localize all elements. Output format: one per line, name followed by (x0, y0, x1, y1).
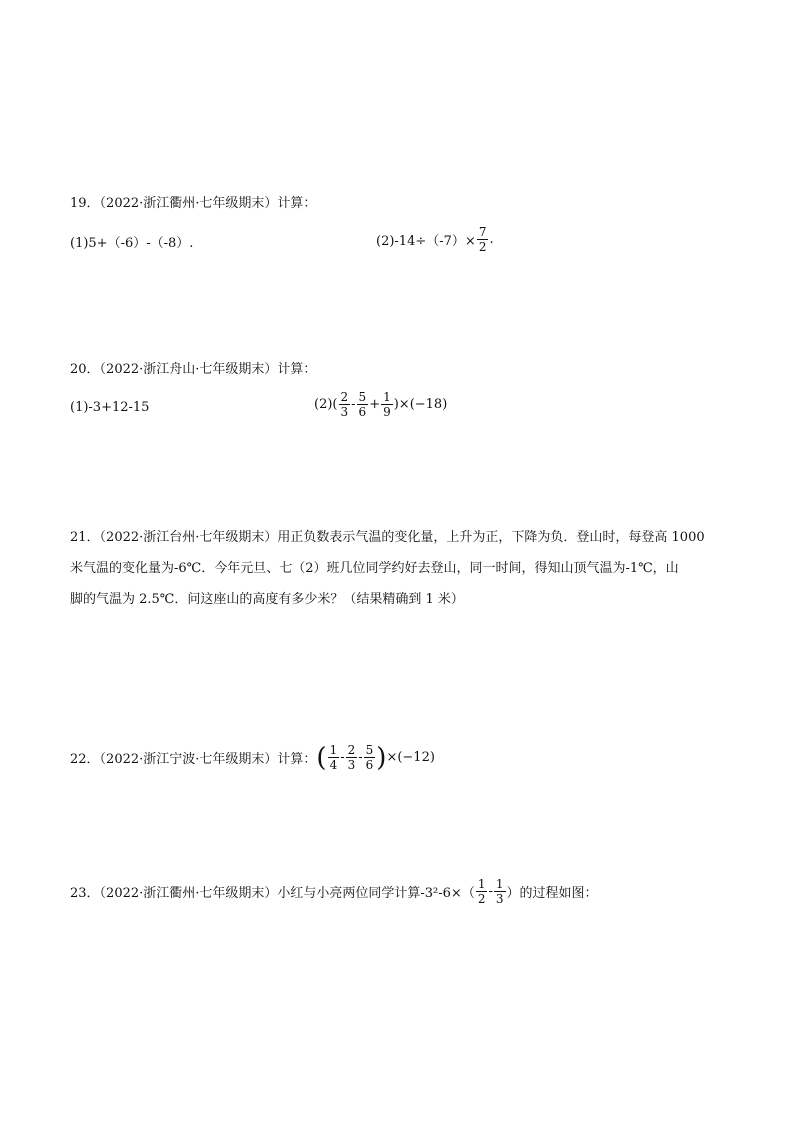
q22-block (70, 744, 435, 771)
fraction-numerator: 2 (347, 743, 356, 757)
fraction-denominator: 9 (383, 405, 391, 419)
q19-part2-prefix: (2)-14÷（-7）× (376, 234, 476, 249)
operator: - (340, 750, 345, 765)
q19-part2-suffix: . (489, 232, 494, 247)
operator: + (369, 397, 381, 412)
fraction-denominator: 3 (340, 405, 349, 419)
q22-fraction-1 (328, 744, 340, 771)
fraction-numerator: 1 (477, 877, 486, 891)
fraction-denominator: 3 (347, 758, 356, 772)
fraction-numerator: 5 (365, 743, 374, 757)
right-paren: ) (376, 742, 387, 773)
fraction-denominator: 2 (478, 240, 487, 254)
q20-fraction-2 (357, 391, 369, 418)
q21-line-1: 21．（2022·浙江台州·七年级期末）用正负数表示气温的变化量，上升为正，下降为负．登山时，每登高 1000 (70, 530, 705, 545)
q19-stem: 19．（2022·浙江衢州·七年级期末）计算： (70, 196, 317, 211)
q19-part1: (1)5+（-6）-（-8）. (70, 236, 194, 251)
q19-fraction (477, 226, 489, 253)
fraction-numerator: 7 (478, 225, 487, 239)
q20-tail: )×(−18) (393, 397, 448, 412)
q20-part1: (1)-3+12-15 (70, 400, 150, 415)
q20-part2 (314, 391, 447, 418)
fraction-denominator: 6 (365, 758, 374, 772)
q20-fraction-3 (381, 391, 393, 418)
q23-block (70, 878, 598, 905)
fraction-denominator: 4 (329, 758, 338, 772)
fraction-numerator: 5 (358, 390, 367, 404)
fraction-numerator: 1 (329, 743, 338, 757)
q20-stem: 20．（2022·浙江舟山·七年级期末）计算： (70, 362, 317, 377)
q19-part2 (376, 226, 494, 253)
fraction-numerator: 1 (495, 877, 504, 891)
q20-fraction-1 (339, 391, 351, 418)
q22-fraction-3 (364, 744, 376, 771)
q22-tail: ×(−12) (386, 750, 435, 765)
fraction-numerator: 1 (383, 390, 391, 404)
fraction-denominator: 6 (358, 405, 367, 419)
fraction-denominator: 3 (495, 892, 504, 906)
operator: - (358, 750, 363, 765)
fraction-numerator: 2 (340, 390, 349, 404)
q23-tail: ）的过程如图： (506, 886, 598, 901)
q22-stem: 22．（2022·浙江宁波·七年级期末）计算： (70, 752, 317, 767)
q21-line-3: 脚的气温为 2.5℃．问这座山的高度有多少米？（结果精确到 1 米） (70, 592, 464, 607)
q22-fraction-2 (346, 744, 358, 771)
q23-stem: 23．（2022·浙江衢州·七年级期末）小红与小亮两位同学计算-3²-6×（ (70, 886, 475, 901)
q23-fraction-2 (494, 878, 506, 905)
operator: - (488, 884, 493, 899)
left-paren: ( (316, 742, 327, 773)
q21-line-2: 米气温的变化量为-6℃．今年元旦、七（2）班几位同学约好去登山，同一时间，得知山顶气温为-1℃，山 (70, 561, 679, 576)
q23-fraction-1 (476, 878, 488, 905)
q20-part2-label: (2)( (314, 397, 338, 412)
operator: - (351, 397, 356, 412)
fraction-denominator: 2 (477, 892, 486, 906)
